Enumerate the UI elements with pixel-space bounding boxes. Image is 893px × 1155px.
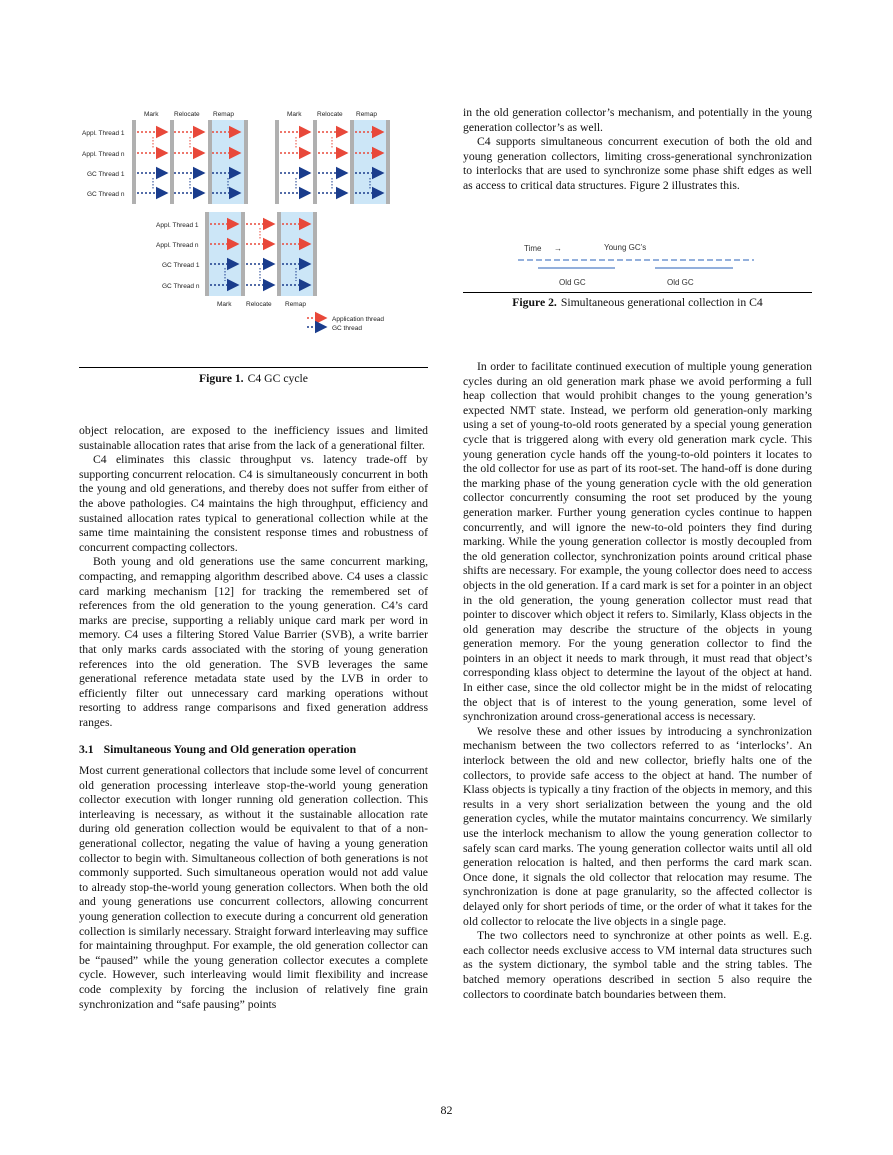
time-label: Time (524, 244, 542, 253)
paragraph: Both young and old generations use the same concurrent marking, compacting, and remapping algorithm described above. C4 uses a classic card marking mechanism [12] for tracking the remembered set of references from the old generation to the young generation. C4’s card marks are precise, supporting a reliably unique card mark per word in memory. C4 uses a filtering Stored Value Barrier (SVB), a write barrier that only marks cards associated with the storing of young generation references into the old generation. The SVB leverages the same generational reference metadata state used by the LVB in order to efficiently filter out unnecessary card marking operations without resorting to address range comparisons and fixed generation address ranges. (79, 555, 428, 729)
bottom-phase-label: Relocate (246, 301, 272, 308)
phase-divider (275, 120, 279, 204)
phase-divider (313, 120, 317, 204)
time-arrow-icon: → (554, 244, 562, 253)
bottom-phase-label: Remap (285, 301, 306, 308)
figure-2-diagram (510, 236, 770, 291)
paragraph: In order to facilitate continued execution of multiple young generation cycles during an old generation mark phase we avoid performing a full heap collection that would prohibit changes to the young generation’s expected NMT state. Instead, we perform old generation-only marking using a set of young-to-old roots generated by a special young generation cycle that is triggered along with every old generation mark cycle. This young generation cycle hands off the young-to-old pointers it locates to the old collector for use as part of its root-set. The hand-off is done during the marking phase of the young generation cycle with the old generation collector concurrently consuming the root set produced by the young generation marker. Further young generation cycles continue to happen concurrently, and will ignore the new-to-old pointers they find during marking. While the young generation collector is mostly decoupled from the old generation collector, synchronization points around critical phase shifts are necessary. For example, the young collector does need to access objects in the old generation. If a card mark is set for a pointer in an object in the old generation, the young generation collector must read that pointer to discover which object it refers to. Similarly, Klass objects in the old generation may describe the structure of the objects in young generation memory. For the young generation collector to find the pointers in an object it needs to mark through, it must read that object’s corresponding klass object to determine the layout of the object at hand. In either case, since the old collector might be in the midst of relocating the object that is of interest to the young generation, some level of synchronization around cross-generational access is necessary. (463, 360, 812, 724)
figure-1-diagram (80, 104, 420, 336)
figure-1-rule (79, 367, 428, 368)
thread-label: Appl. Thread n (82, 151, 125, 158)
section-heading (79, 743, 428, 758)
bottom-phase-label: Mark (217, 301, 232, 308)
top-phase-label: Relocate (317, 111, 343, 118)
thread-label: GC Thread 1 (162, 262, 200, 269)
top-phase-label: Mark (287, 111, 302, 118)
paragraph: We resolve these and other issues by introducing a synchronization mechanism between the two collectors referred to as ‘interlocks’. An interlock between the old and new collector, briefly halts one of the collectors, to provide safe access to the object at hand. The number of Klass objects is typically a tiny fraction of the objects in memory, and this results in a very short serialization between the young and the old generation cycles, while the mutator maintains concurrency. We similarly use the interlock mechanism to allow the young generation collector to safely scan card marks. The young generation collector waits until all old generation relocation is halted, and then performs the card mark scan. Once done, it signals the old collector that relocation may resume. The synchronization is done at page granularity, so the affected collector is delayed only for short periods of time, or the order of what it takes for the old collector to relocate the live objects in a single page. (463, 724, 812, 928)
phase-divider (386, 120, 390, 204)
paragraph: C4 supports simultaneous concurrent execution of both the old and young generation collectors, limiting cross-generational synchronization to interlocks that are used to synchronize some phase shift edges as well as access to critical data structures. Figure 2 illustrates this. (463, 135, 812, 192)
paragraph: C4 eliminates this classic throughput vs. latency trade-off by supporting concurrent relocation. C4 is simultaneously concurrent in both the young and old generations, and thereby does not suffer from either of the above pathologies. C4 maintains the high throughput, efficiency and sustained allocation rates typical to generational collection while at the same time maintaining the consistent response times and robustness of concurrent compacting collectors. (79, 453, 428, 554)
paragraph: object relocation, are exposed to the inefficiency issues and limited sustainable allocation rates that arise from the lack of a generational filter. (79, 424, 428, 452)
thread-label: GC Thread n (162, 283, 200, 290)
phase-divider (350, 120, 354, 204)
paragraph: Most current generational collectors that include some level of concurrent old generation processing interleave stop-the-world young generation collector execution with longer running old generation collection. This interleaving is necessary, as without it the sustainable allocation rate during old generation collection would be equivalent to that of a non-generational collector, negating the value of having a young generation collector to begin with. Simultaneous collection of both generations is not commonly supported. Such simultaneous operation would not add value to already stop-the-world young generation collectors. When both the old and young generations use concurrent collectors, allowing concurrent young generation collection to execute during a concurrent old generation collection is similarly necessary. Straight forward interleaving may suffice for maintaining throughput. For example, the old generation collector can be “paused” while the young generation collector executes a complete cycle. However, such interleaving would limit flexibility and increase code complexity by forcing the inclusion of relatively fine grain synchronization and “safe pausing” points (79, 764, 428, 1011)
top-phase-label: Remap (213, 111, 234, 118)
young-gc-label: Young GC’s (604, 243, 647, 252)
figure-2-rule (463, 292, 812, 293)
section-number: 3.1 (79, 743, 94, 757)
right-column-bottom (463, 360, 812, 1002)
phase-divider (244, 120, 248, 204)
legend-gc-label: GC thread (332, 325, 362, 332)
thread-label: GC Thread 1 (87, 171, 125, 178)
left-column (79, 424, 428, 1012)
phase-divider (241, 212, 245, 296)
thread-label: Appl. Thread 1 (156, 222, 199, 229)
page-number: 82 (440, 1103, 453, 1117)
right-column-top (463, 106, 812, 194)
figure-1-caption (79, 372, 428, 385)
figure-1-caption-text: C4 GC cycle (247, 372, 308, 385)
figure-2-caption-text: Simultaneous generational collection in C4 (560, 296, 763, 309)
section-title: Simultaneous Young and Old generation operation (103, 743, 357, 757)
phase-divider (313, 212, 317, 296)
phase-divider (170, 120, 174, 204)
phase-divider (277, 212, 281, 296)
figure-1-caption-label: Figure 1. (199, 372, 244, 385)
figure-2-caption-label: Figure 2. (512, 296, 557, 309)
thread-label: GC Thread n (87, 191, 125, 198)
phase-divider (132, 120, 136, 204)
remap-zone (210, 120, 244, 204)
legend-app-label: Application thread (332, 316, 385, 323)
paragraph: in the old generation collector’s mechanism, and potentially in the young generation collector’s as well. (463, 106, 812, 134)
figure-2-caption (463, 296, 812, 309)
phase-divider (205, 212, 209, 296)
old-gc-label: Old GC (559, 278, 586, 287)
old-gc-label: Old GC (667, 278, 694, 287)
paragraph: The two collectors need to synchronize at other points as well. E.g. each collector needs exclusive access to VM internal data structures such as the system dictionary, the symbol table and the string tables. The batched memory operations described in section 5 also require the collectors to coordinate batch boundaries between them. (463, 929, 812, 1001)
thread-label: Appl. Thread 1 (82, 130, 125, 137)
thread-label: Appl. Thread n (156, 242, 199, 249)
phase-divider (208, 120, 212, 204)
top-phase-label: Mark (144, 111, 159, 118)
top-phase-label: Remap (356, 111, 377, 118)
top-phase-label: Relocate (174, 111, 200, 118)
